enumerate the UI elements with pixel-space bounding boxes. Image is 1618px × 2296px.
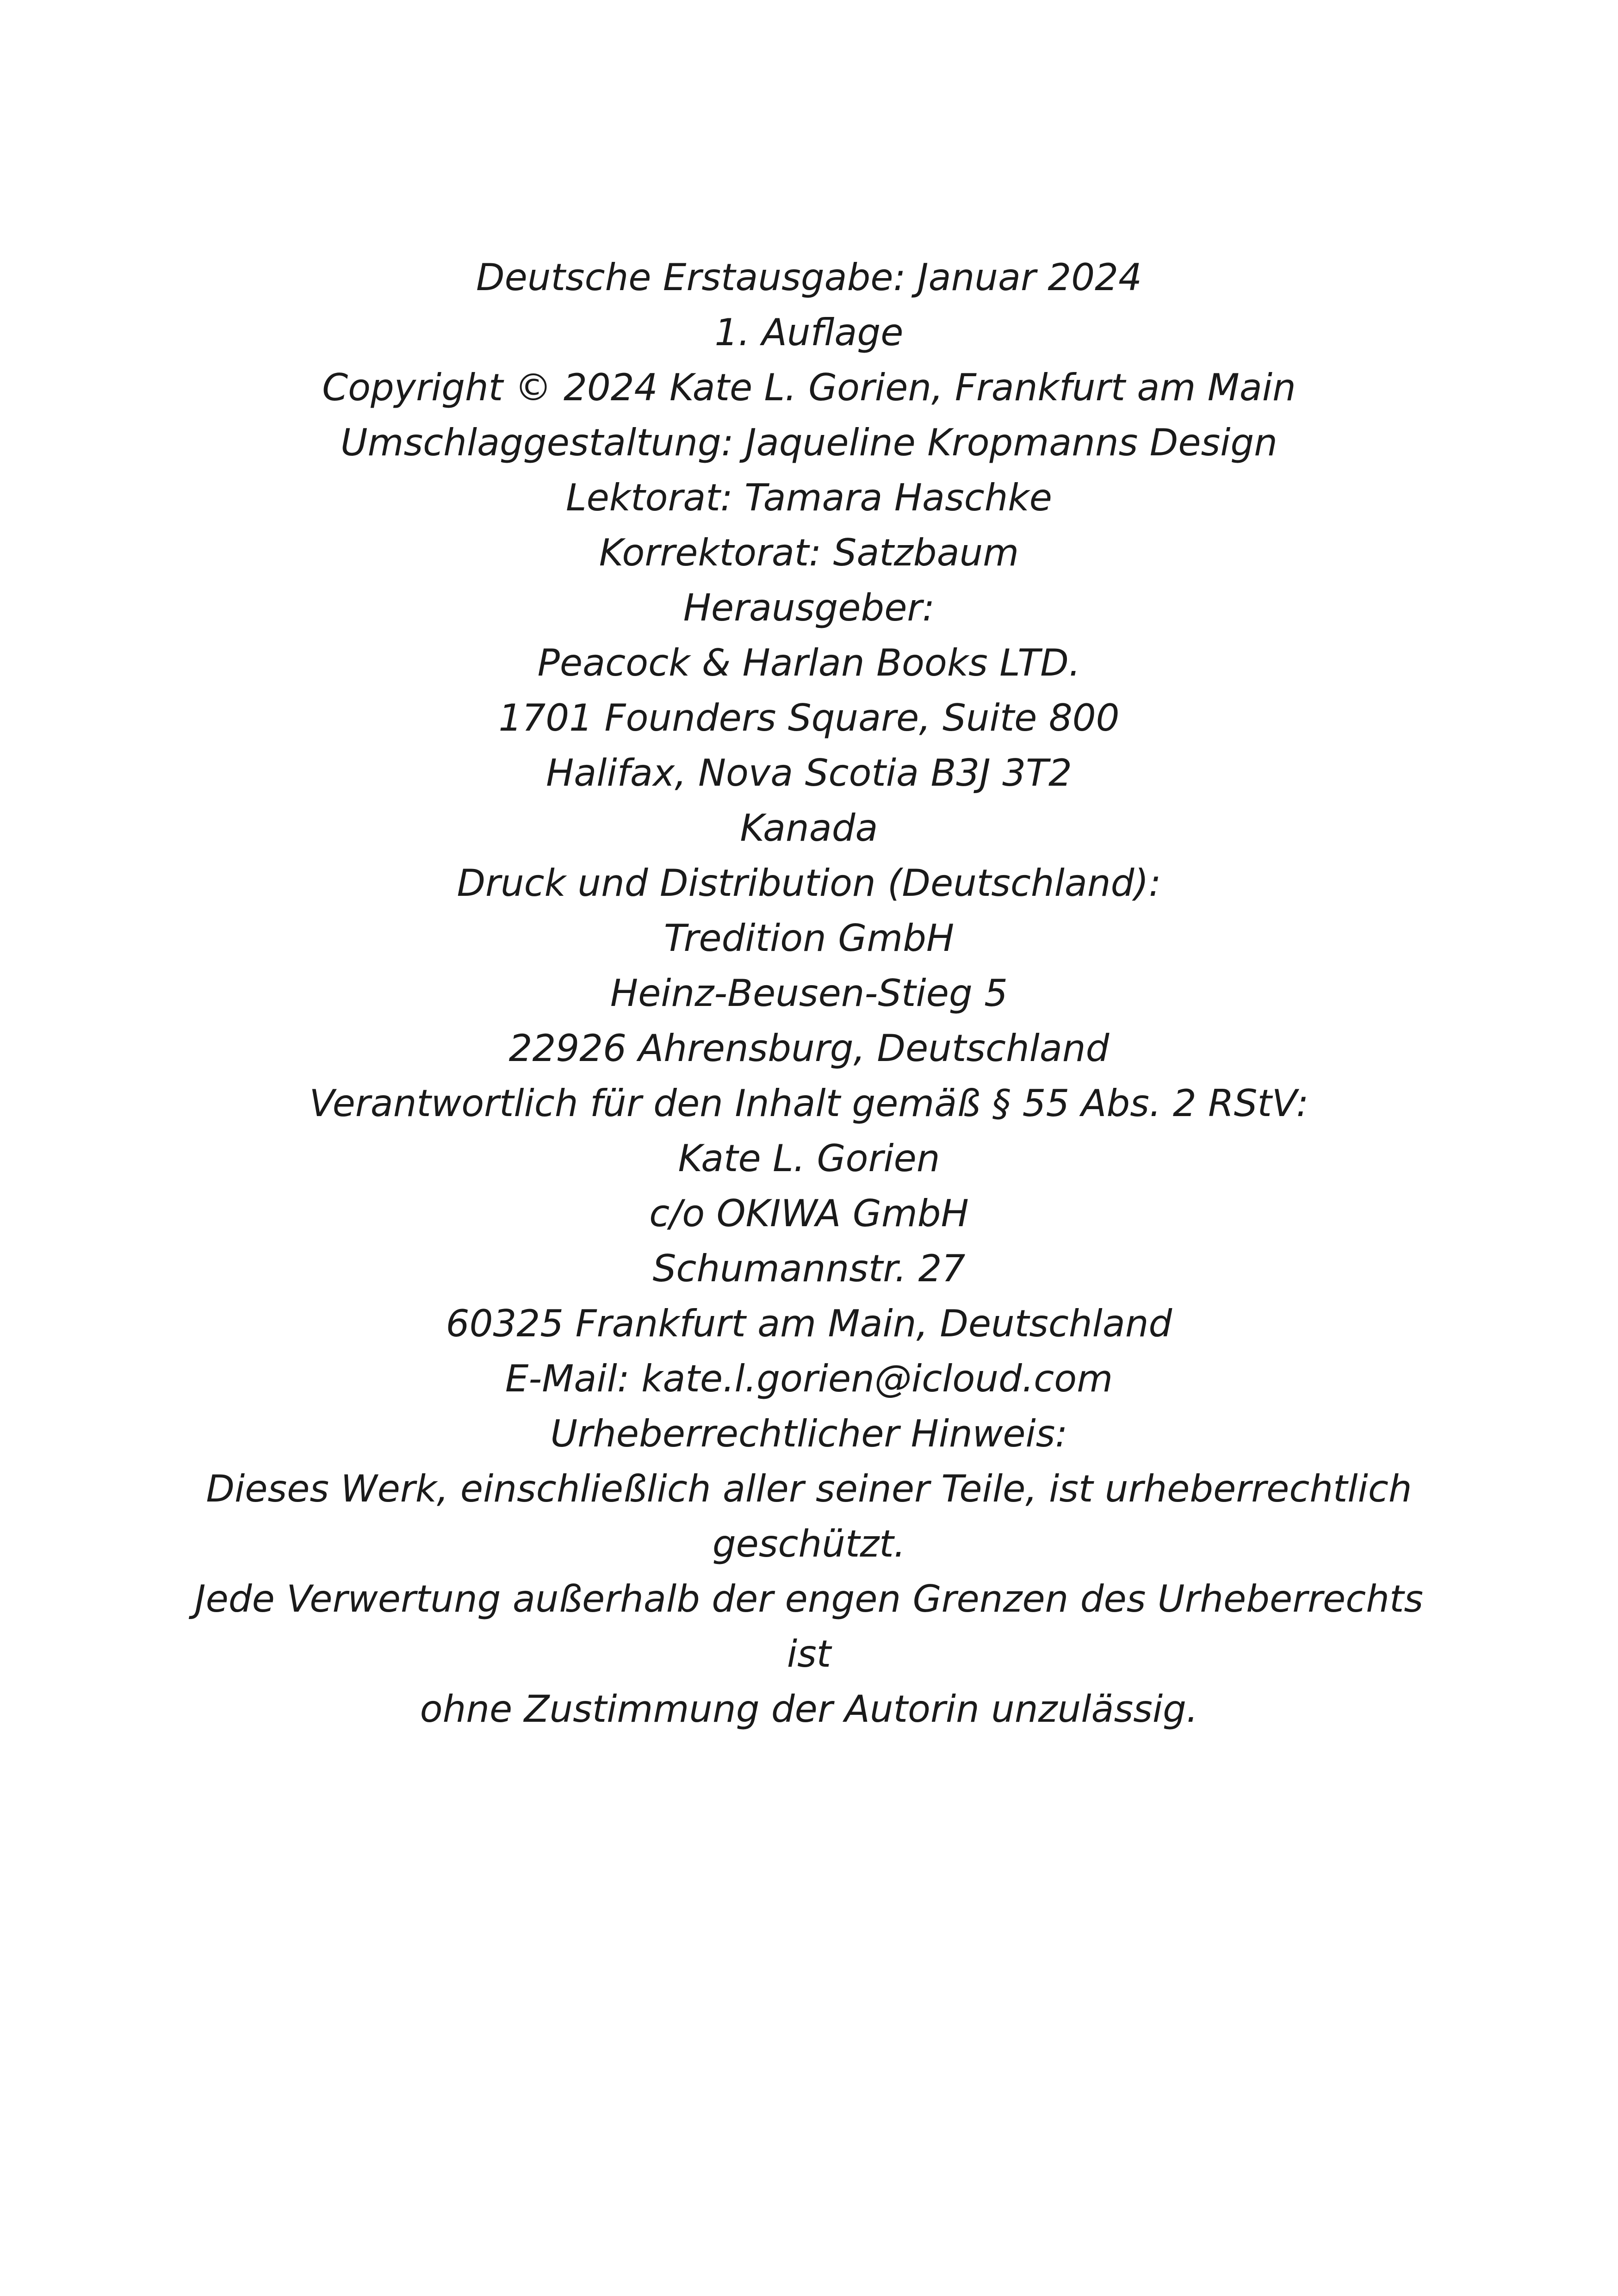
responsible-street: Schumannstr. 27: [652, 1247, 966, 1290]
publisher-heading: Herausgeber:: [683, 586, 935, 629]
editing-line: Lektorat: Tamara Haschke: [566, 476, 1052, 519]
publisher-city: Halifax, Nova Scotia B3J 3T2: [546, 751, 1072, 794]
publisher-street: 1701 Founders Square, Suite 800: [498, 696, 1120, 739]
contact-email: E-Mail: kate.l.gorien@icloud.com: [505, 1357, 1113, 1400]
responsible-heading: Verantwortlich für den Inhalt gemäß § 55 Abs. 2 RStV:: [309, 1082, 1309, 1125]
copyright-notice-line-4: ist: [787, 1632, 831, 1675]
copyright-notice-line-1: Dieses Werk, einschließlich aller seiner Teile, ist urheberrechtlich: [206, 1467, 1412, 1510]
distributor-city: 22926 Ahrensburg, Deutschland: [508, 1027, 1110, 1070]
copyright-notice-heading: Urheberrechtlicher Hinweis:: [550, 1412, 1068, 1455]
imprint-block: [139, 250, 1479, 1737]
first-edition-line: Deutsche Erstausgabe: Januar 2024: [476, 256, 1142, 299]
publisher-country: Kanada: [740, 807, 878, 850]
distribution-heading: Druck und Distribution (Deutschland):: [457, 862, 1161, 905]
proofreading-line: Korrektorat: Satzbaum: [599, 531, 1019, 574]
copyright-line: Copyright © 2024 Kate L. Gorien, Frankfurt am Main: [322, 366, 1296, 409]
responsible-city: 60325 Frankfurt am Main, Deutschland: [446, 1302, 1172, 1345]
responsible-care-of: c/o OKIWA GmbH: [649, 1192, 969, 1235]
cover-design-line: Umschlaggestaltung: Jaqueline Kropmanns Design: [341, 421, 1277, 464]
copyright-notice-line-5: ohne Zustimmung der Autorin unzulässig.: [420, 1688, 1198, 1731]
copyright-notice-line-3: Jede Verwertung außerhalb der engen Grenzen des Urheberrechts: [194, 1577, 1424, 1620]
printing-line: 1. Auflage: [714, 311, 904, 354]
publisher-name: Peacock & Harlan Books LTD.: [537, 641, 1081, 684]
distributor-street: Heinz-Beusen-Stieg 5: [610, 972, 1008, 1015]
copyright-notice-line-2: geschützt.: [712, 1522, 906, 1565]
distributor-name: Tredition GmbH: [663, 917, 955, 960]
responsible-name: Kate L. Gorien: [678, 1137, 940, 1180]
